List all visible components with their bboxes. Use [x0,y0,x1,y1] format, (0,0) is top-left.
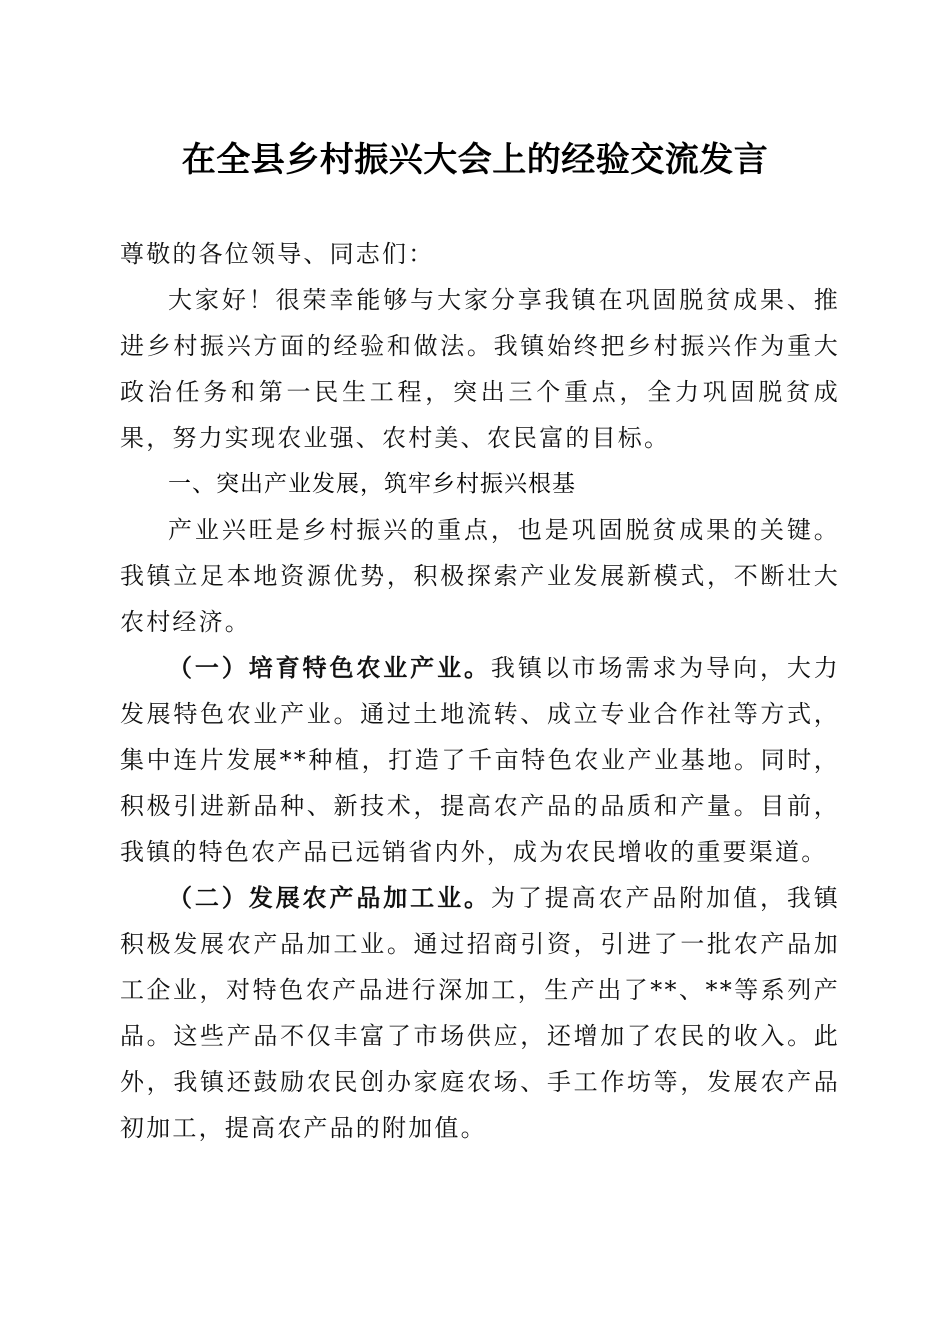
intro-paragraph: 大家好！很荣幸能够与大家分享我镇在巩固脱贫成果、推进乡村振兴方面的经验和做法。我镇始终把乡村振兴作为重大政治任务和第一民生工程，突出三个重点，全力巩固脱贫成果，努力实现农业强、农村美、农民富的目标。 [120,286,840,452]
salutation: 尊敬的各位领导、同志们： [120,240,435,268]
section-lead-paragraph: 产业兴旺是乡村振兴的重点，也是巩固脱贫成果的关键。我镇立足本地资源优势，积极探索产业发展新模式，不断壮大农村经济。 [120,516,840,636]
section-heading: 一、突出产业发展，筑牢乡村振兴根基 [168,471,576,497]
subsection-body: 为了提高农产品附加值，我镇积极发展农产品加工业。通过招商引资，引进了一批农产品加工企业，对特色农产品进行深加工，生产出了**、**等系列产品。这些产品不仅丰富了市场供应，还增加了农民的收入。此外，我镇还鼓励农民创办家庭农场、手工作坊等，发展农产品初加工，提高农产品的附加值。 [120,884,840,1142]
subsection-heading: （二）发展农产品加工业。 [168,883,491,912]
subsection-body: 我镇以市场需求为导向，大力发展特色农业产业。通过土地流转、成立专业合作社等方式，集中连片发展**种植，打造了千亩特色农业产业基地。同时，积极引进新品种、新技术，提高农产品的品质和产量。目前，我镇的特色农产品已远销省内外，成为农民增收的重要渠道。 [120,654,840,866]
subsection-paragraph-1 [120,645,840,875]
document-body [120,231,840,1151]
subsection-heading: （一）培育特色农业产业。 [168,653,491,682]
subsection-paragraph-2 [120,875,840,1151]
document-title: 在全县乡村振兴大会上的经验交流发言 [181,140,769,180]
